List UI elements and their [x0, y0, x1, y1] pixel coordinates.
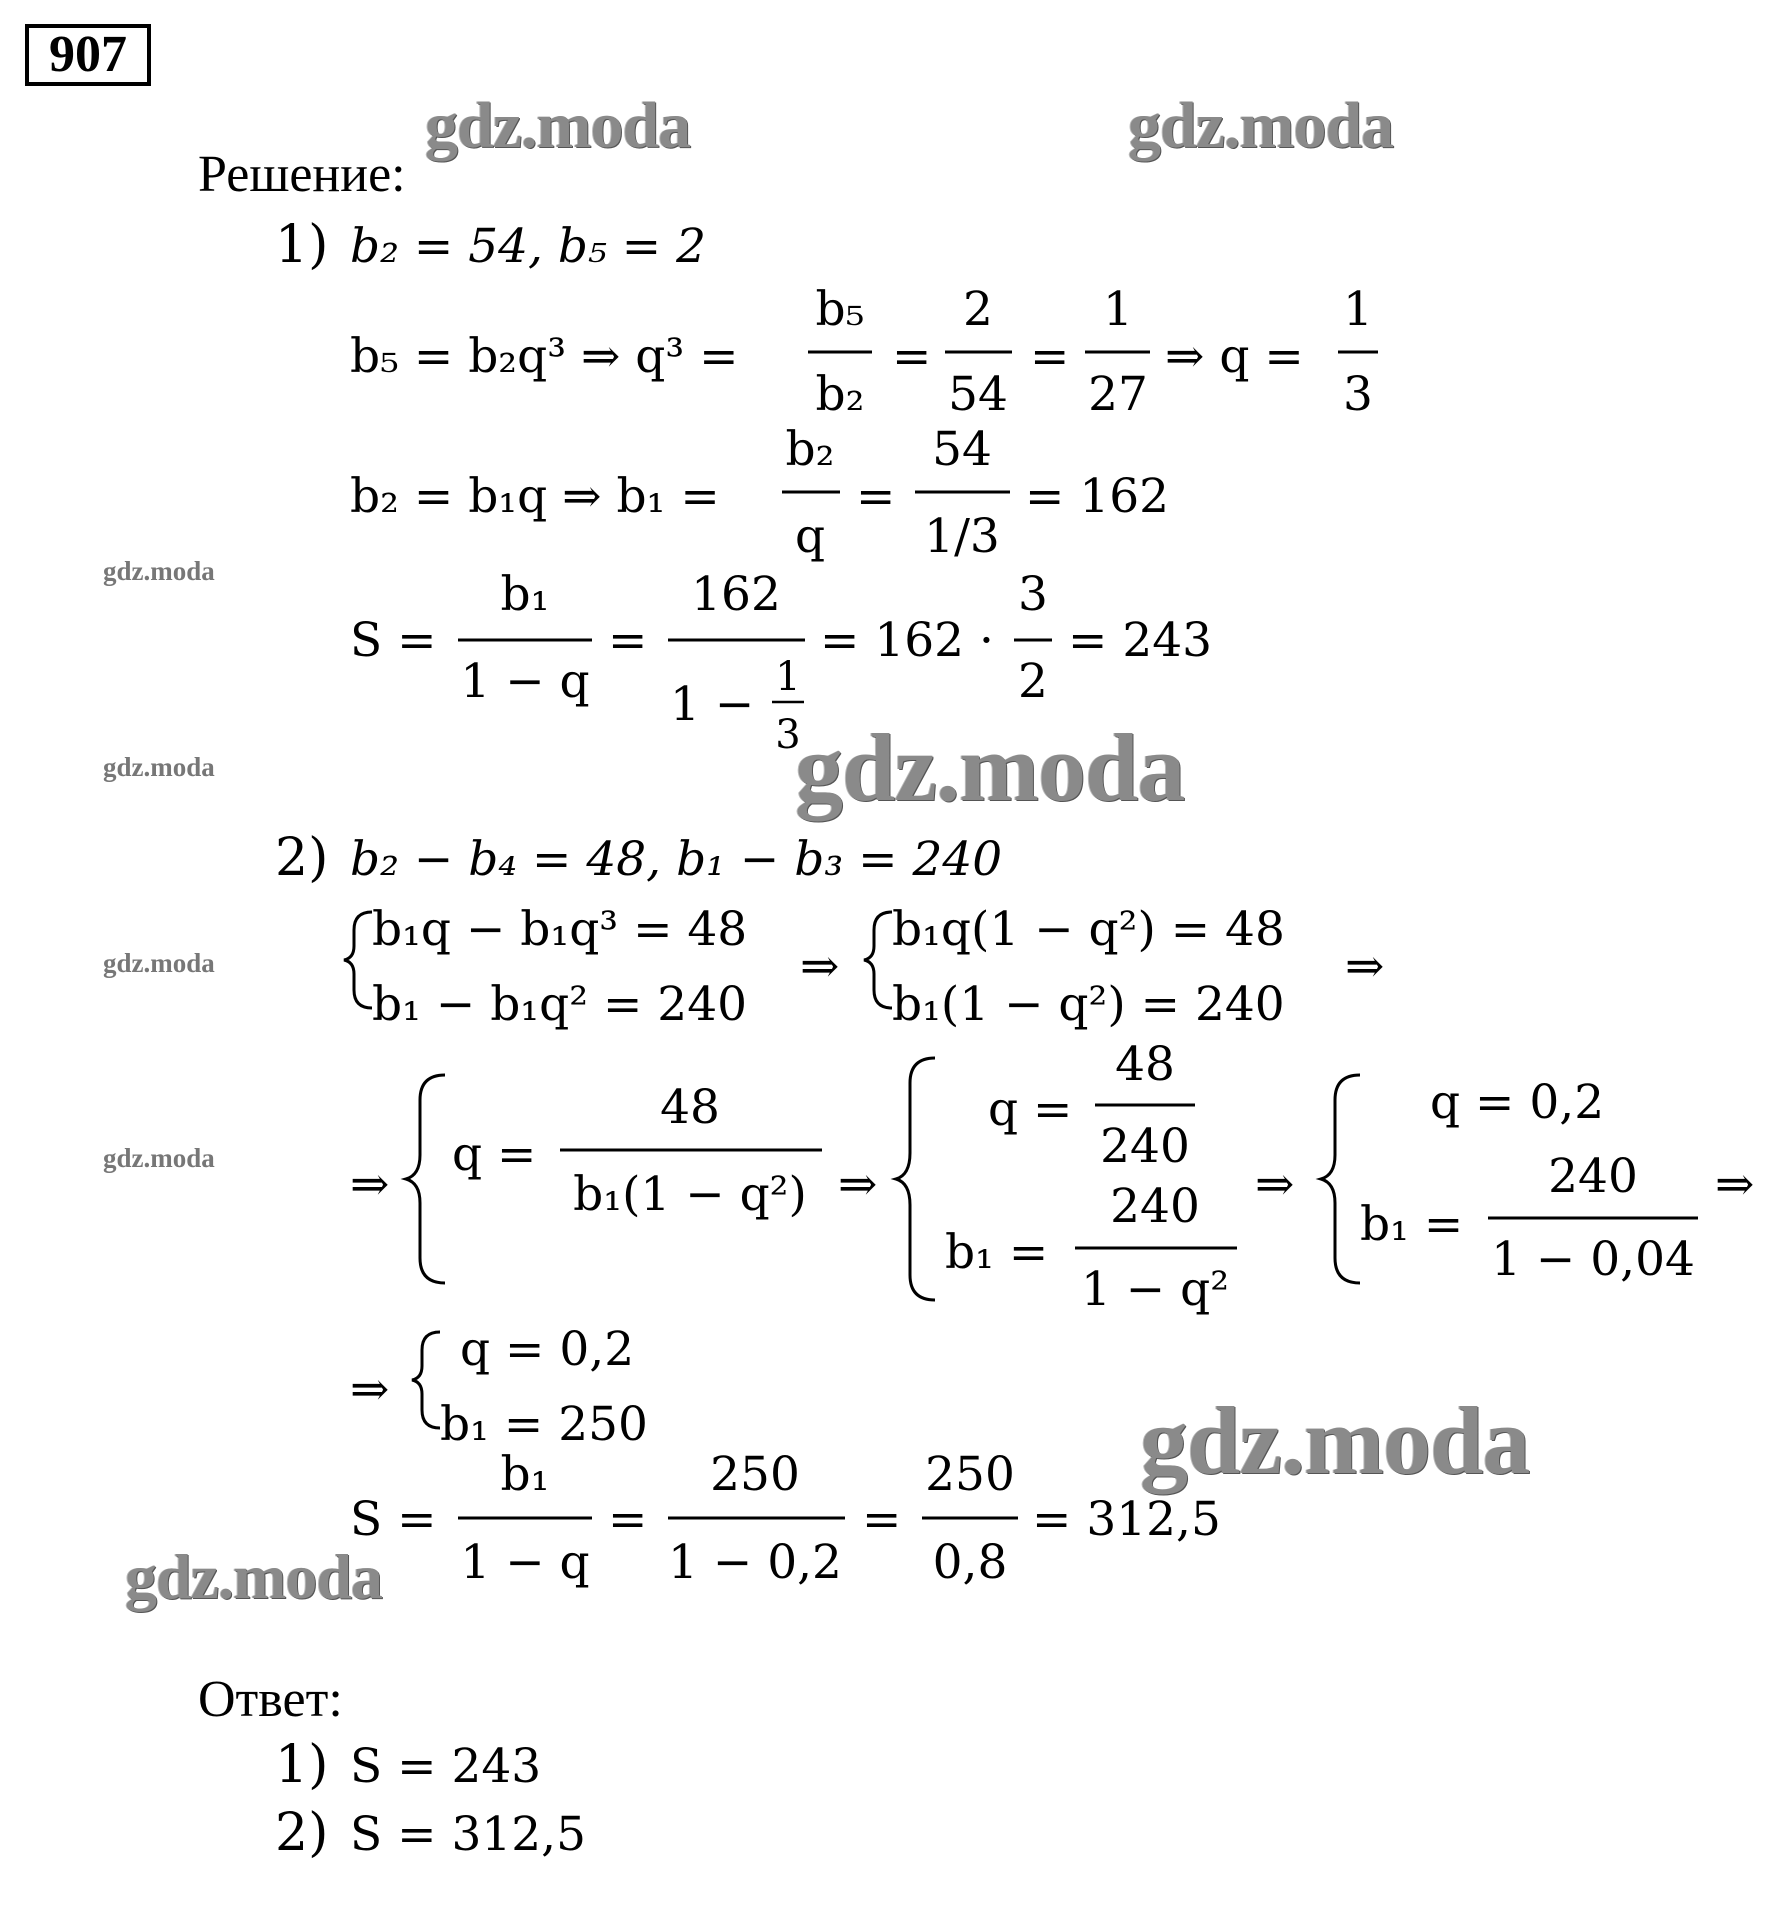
- part2-number: 2): [275, 828, 329, 888]
- frac-den: 1 − 0,2: [668, 1535, 842, 1590]
- answer-heading: Ответ:: [198, 1671, 343, 1728]
- system-brace: [896, 1058, 935, 1300]
- frac-den: 1 − 0,04: [1491, 1232, 1695, 1287]
- s2-result: = 312,5: [1032, 1492, 1221, 1547]
- s-line-mid: = 162 ·: [820, 613, 994, 668]
- frac-num: 162: [691, 567, 781, 622]
- frac-num: 54: [932, 422, 992, 477]
- frac-den-part: 1 −: [670, 677, 755, 732]
- sys3-lhs: q =: [452, 1127, 537, 1182]
- frac-num: 250: [710, 1447, 800, 1502]
- frac-den: 3: [1343, 367, 1373, 422]
- frac-num: 240: [1548, 1149, 1638, 1204]
- implies-arrow: ⇒: [1715, 1157, 1755, 1212]
- sys4-b-lhs: b₁ =: [945, 1225, 1049, 1280]
- frac-den: b₁(1 − q²): [573, 1167, 807, 1222]
- system-brace: [412, 1332, 440, 1428]
- system-row: b₁q(1 − q²) = 48: [892, 902, 1285, 957]
- frac-den: q: [794, 509, 826, 564]
- watermark-small: gdz.moda: [103, 556, 215, 586]
- b1-line-lhs: b₂ = b₁q ⇒ b₁ =: [350, 469, 720, 524]
- system-row: b₁q − b₁q³ = 48: [372, 902, 748, 957]
- frac-den: 1 − q: [460, 654, 590, 709]
- sys5-b-lhs: b₁ =: [1360, 1197, 1464, 1252]
- answer-number: 1): [275, 1735, 329, 1795]
- frac-den: 27: [1088, 367, 1148, 422]
- equals-sign: =: [1030, 329, 1070, 384]
- frac-num: 1: [775, 654, 801, 700]
- equals-sign: =: [892, 329, 932, 384]
- frac-den: 1/3: [924, 509, 1000, 564]
- equals-sign: =: [862, 1492, 902, 1547]
- frac-den: 0,8: [932, 1535, 1008, 1590]
- watermark: gdz.moda: [125, 1541, 382, 1612]
- sys4-q-lhs: q =: [988, 1082, 1073, 1137]
- frac-den: b₂: [815, 367, 865, 422]
- part1-given: b₂ = 54, b₅ = 2: [350, 219, 706, 274]
- frac-den: 1 − q: [460, 1535, 590, 1590]
- implies-arrow: ⇒: [350, 1362, 390, 1417]
- s-line-lhs: S =: [350, 613, 437, 668]
- implies-arrow: ⇒: [800, 939, 840, 994]
- frac-num: 2: [963, 282, 993, 337]
- part2-given: b₂ − b₄ = 48, b₁ − b₃ = 240: [350, 832, 1003, 887]
- solution-heading: Решение:: [198, 146, 406, 203]
- q-line-lhs: b₅ = b₂q³ ⇒ q³ =: [350, 329, 739, 384]
- watermark: gdz.moda: [1140, 1387, 1530, 1494]
- implies-arrow: ⇒: [350, 1157, 390, 1212]
- system-brace: [344, 912, 372, 1008]
- b1-result: = 162: [1025, 469, 1170, 524]
- equals-sign: =: [608, 613, 648, 668]
- answer-text: S = 243: [350, 1739, 542, 1794]
- system-row: b₁ − b₁q² = 240: [372, 977, 748, 1032]
- frac-num: 3: [1018, 567, 1048, 622]
- watermark: gdz.moda: [425, 89, 691, 162]
- implies-arrow: ⇒: [838, 1157, 878, 1212]
- watermark-small: gdz.moda: [103, 752, 215, 782]
- q-line-mid: ⇒ q =: [1165, 329, 1304, 384]
- part1-number: 1): [275, 215, 329, 275]
- frac-num: 1: [1103, 282, 1133, 337]
- watermark-small: gdz.moda: [103, 1143, 215, 1173]
- frac-num: 1: [1343, 282, 1373, 337]
- sys6-q: q = 0,2: [460, 1322, 635, 1377]
- frac-num: b₅: [815, 282, 865, 337]
- system-row: b₁(1 − q²) = 240: [892, 977, 1285, 1032]
- frac-den: 1 − q²: [1080, 1262, 1230, 1317]
- frac-num: b₁: [500, 1447, 550, 1502]
- frac-num: 48: [1115, 1037, 1175, 1092]
- frac-num: 240: [1110, 1179, 1200, 1234]
- sys5-q: q = 0,2: [1430, 1075, 1605, 1130]
- frac-den: 54: [948, 367, 1008, 422]
- system-brace: [406, 1075, 445, 1283]
- frac-num: b₂: [785, 422, 835, 477]
- frac-den: 3: [775, 712, 801, 758]
- frac-num: b₁: [500, 567, 550, 622]
- implies-arrow: ⇒: [1255, 1157, 1295, 1212]
- frac-den: 2: [1018, 654, 1048, 709]
- implies-arrow: ⇒: [1345, 939, 1385, 994]
- s-result: = 243: [1068, 613, 1213, 668]
- system-brace: [1321, 1075, 1360, 1283]
- equals-sign: =: [856, 469, 896, 524]
- answer-text: S = 312,5: [350, 1807, 587, 1862]
- equals-sign: =: [608, 1492, 648, 1547]
- watermark-small: gdz.moda: [103, 948, 215, 978]
- system-brace: [864, 912, 892, 1008]
- watermark: gdz.moda: [1128, 89, 1394, 162]
- frac-num: 48: [660, 1080, 720, 1135]
- problem-number-box: 907: [25, 24, 151, 86]
- sys6-b: b₁ = 250: [440, 1397, 648, 1452]
- frac-den: 240: [1100, 1119, 1190, 1174]
- frac-num: 250: [925, 1447, 1015, 1502]
- watermark: gdz.moda: [795, 714, 1185, 821]
- s2-line-lhs: S =: [350, 1492, 437, 1547]
- answer-number: 2): [275, 1803, 329, 1863]
